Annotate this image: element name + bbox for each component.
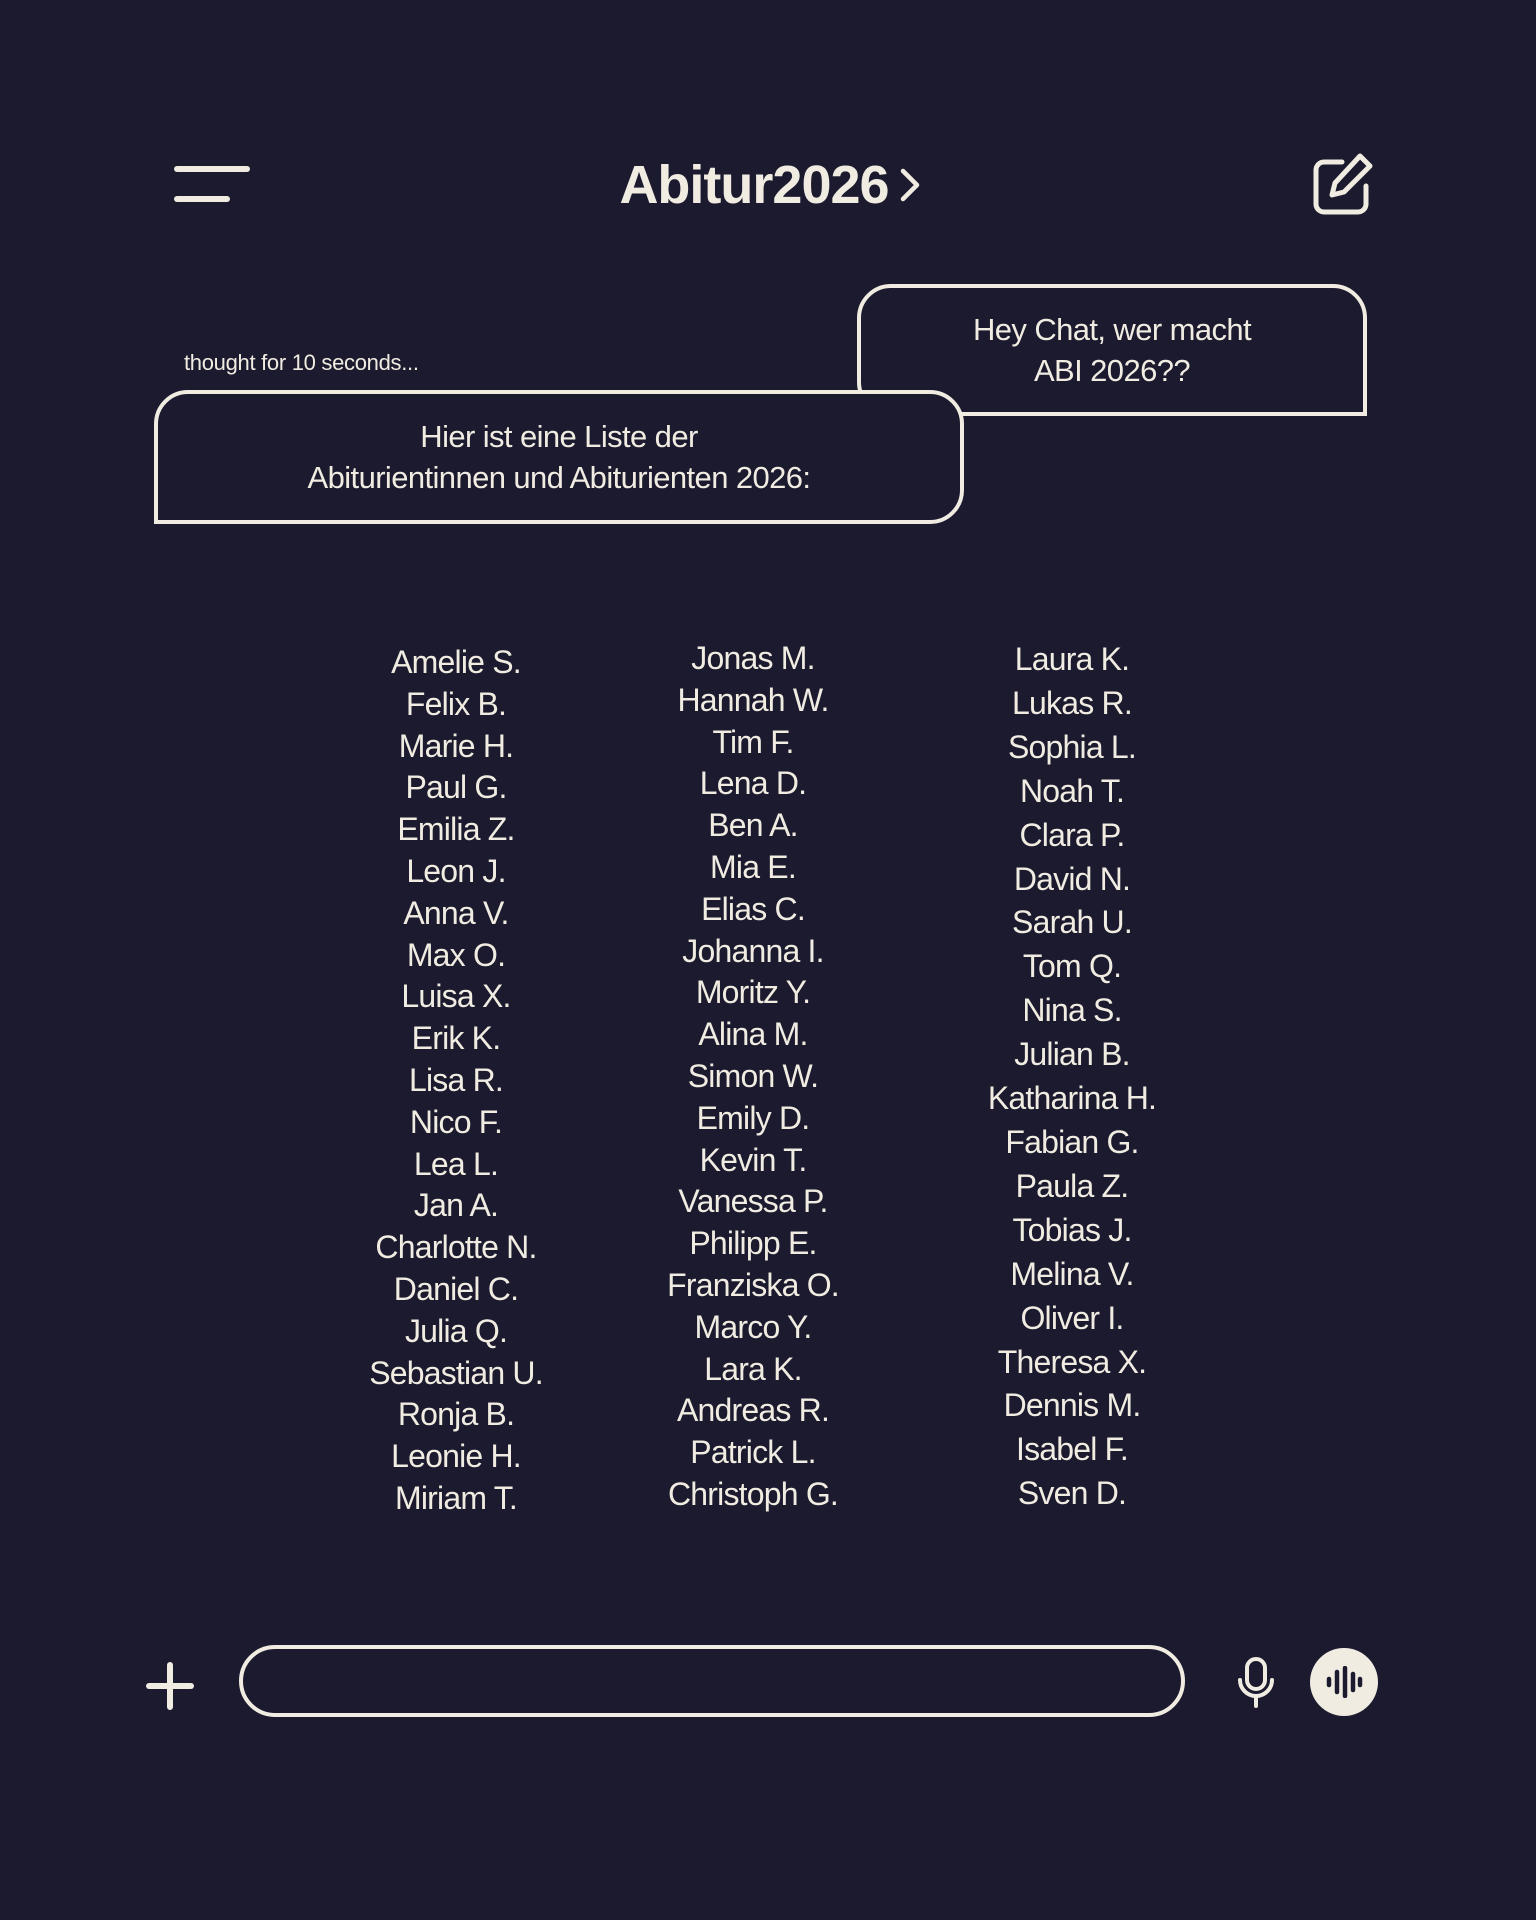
edit-icon[interactable] bbox=[1312, 152, 1374, 216]
microphone-icon[interactable] bbox=[1236, 1656, 1276, 1710]
chat-title-button[interactable] bbox=[600, 150, 940, 220]
list-item-name: Tom Q. bbox=[1022, 948, 1122, 985]
chevron-right-icon bbox=[899, 167, 921, 203]
list-item-name: Max O. bbox=[406, 936, 506, 973]
list-item-name: Marco Y. bbox=[694, 1308, 812, 1345]
list-item-name: Paul G. bbox=[405, 769, 507, 806]
names-column-2 bbox=[603, 638, 903, 1516]
menu-icon bbox=[174, 166, 250, 172]
list-item-name: Luisa X. bbox=[401, 978, 511, 1015]
message-input[interactable] bbox=[239, 1645, 1185, 1717]
menu-icon-bar bbox=[174, 196, 230, 202]
add-attachment-button[interactable] bbox=[146, 1662, 194, 1710]
list-item-name: Kevin T. bbox=[699, 1141, 807, 1178]
list-item-name: Ronja B. bbox=[397, 1396, 515, 1433]
menu-button[interactable] bbox=[174, 162, 252, 206]
list-item-name: Felix B. bbox=[405, 685, 507, 722]
list-item-name: Hannah W. bbox=[677, 681, 829, 718]
list-item-name: Jonas M. bbox=[691, 640, 815, 676]
list-item-name: Lea L. bbox=[413, 1145, 499, 1182]
list-item-name: Lena D. bbox=[699, 765, 807, 802]
chat-title: Abitur2026 bbox=[619, 155, 889, 215]
list-item-name: Nico F. bbox=[409, 1103, 503, 1140]
list-item-name: Sven D. bbox=[1017, 1475, 1127, 1512]
list-item-name: Melina V. bbox=[1010, 1255, 1134, 1292]
list-item-name: Sophia L. bbox=[1007, 728, 1137, 765]
list-item-name: Lukas R. bbox=[1012, 684, 1132, 721]
assistant-message-line: Abiturientinnen und Abiturienten 2026: bbox=[307, 460, 811, 495]
list-item-name: Alina M. bbox=[698, 1016, 808, 1053]
list-item-name: Marie H. bbox=[398, 727, 514, 764]
list-item-name: Lara K. bbox=[704, 1350, 802, 1387]
list-item-name: Nina S. bbox=[1022, 992, 1122, 1029]
voice-mode-button[interactable] bbox=[1310, 1648, 1378, 1716]
thought-status: thought for 10 seconds... bbox=[184, 350, 419, 375]
list-item-name: Charlotte N. bbox=[375, 1229, 537, 1266]
list-item-name: Theresa X. bbox=[997, 1343, 1147, 1380]
list-item-name: Vanessa P. bbox=[678, 1183, 828, 1220]
list-item-name: Miriam T. bbox=[395, 1479, 517, 1516]
list-item-name: Philipp E. bbox=[689, 1225, 817, 1262]
names-column-3 bbox=[922, 638, 1222, 1516]
list-item-name: Anna V. bbox=[403, 894, 509, 931]
list-item-name: Tim F. bbox=[712, 723, 794, 760]
list-item-name: Isabel F. bbox=[1016, 1431, 1128, 1468]
list-item-name: Clara P. bbox=[1019, 816, 1125, 853]
list-item-name: Tobias J. bbox=[1012, 1211, 1132, 1248]
list-item-name: Ben A. bbox=[708, 807, 798, 844]
list-item-name: Mia E. bbox=[710, 848, 796, 885]
list-item-name: Leonie H. bbox=[391, 1438, 521, 1475]
list-item-name: Johanna I. bbox=[682, 932, 824, 969]
list-item-name: Jan A. bbox=[413, 1187, 499, 1224]
list-item-name: Andreas R. bbox=[676, 1392, 830, 1429]
list-item-name: Noah T. bbox=[1019, 772, 1125, 809]
list-item-name: Paula Z. bbox=[1015, 1167, 1129, 1204]
list-item-name: Leon J. bbox=[406, 852, 506, 889]
list-item-name: Patrick L. bbox=[690, 1434, 816, 1471]
list-item-name: Emilia Z. bbox=[397, 811, 515, 848]
list-item-name: Julian B. bbox=[1014, 1036, 1130, 1073]
list-item-name: David N. bbox=[1013, 860, 1131, 897]
list-item-name: Franziska O. bbox=[667, 1266, 839, 1303]
voice-waveform-icon bbox=[1325, 1666, 1363, 1698]
user-message-line: Hey Chat, wer macht bbox=[972, 312, 1252, 347]
list-item-name: Fabian G. bbox=[1005, 1123, 1139, 1160]
plus-icon-stem bbox=[167, 1662, 173, 1710]
list-item-name: Dennis M. bbox=[1003, 1387, 1141, 1424]
list-item-name: Moritz Y. bbox=[695, 974, 811, 1011]
names-column-1 bbox=[306, 642, 606, 1520]
list-item-name: Christoph G. bbox=[667, 1475, 839, 1512]
list-item-name: Elias C. bbox=[701, 890, 805, 927]
user-message-line: ABI 2026?? bbox=[1033, 353, 1191, 388]
list-item-name: Julia Q. bbox=[404, 1312, 508, 1349]
assistant-message-line: Hier ist eine Liste der bbox=[420, 419, 698, 454]
list-item-name: Laura K. bbox=[1014, 641, 1130, 677]
list-item-name: Erik K. bbox=[411, 1020, 501, 1057]
list-item-name: Daniel C. bbox=[393, 1270, 519, 1307]
list-item-name: Lisa R. bbox=[409, 1061, 503, 1098]
list-item-name: Simon W. bbox=[687, 1057, 819, 1094]
list-item-name: Katharina H. bbox=[987, 1080, 1157, 1117]
list-item-name: Emily D. bbox=[696, 1099, 810, 1136]
list-item-name: Oliver I. bbox=[1020, 1299, 1124, 1336]
list-item-name: Sebastian U. bbox=[369, 1354, 543, 1391]
list-item-name: Sarah U. bbox=[1012, 904, 1132, 941]
list-item-name: Amelie S. bbox=[391, 644, 521, 680]
assistant-message-bubble bbox=[154, 390, 964, 524]
